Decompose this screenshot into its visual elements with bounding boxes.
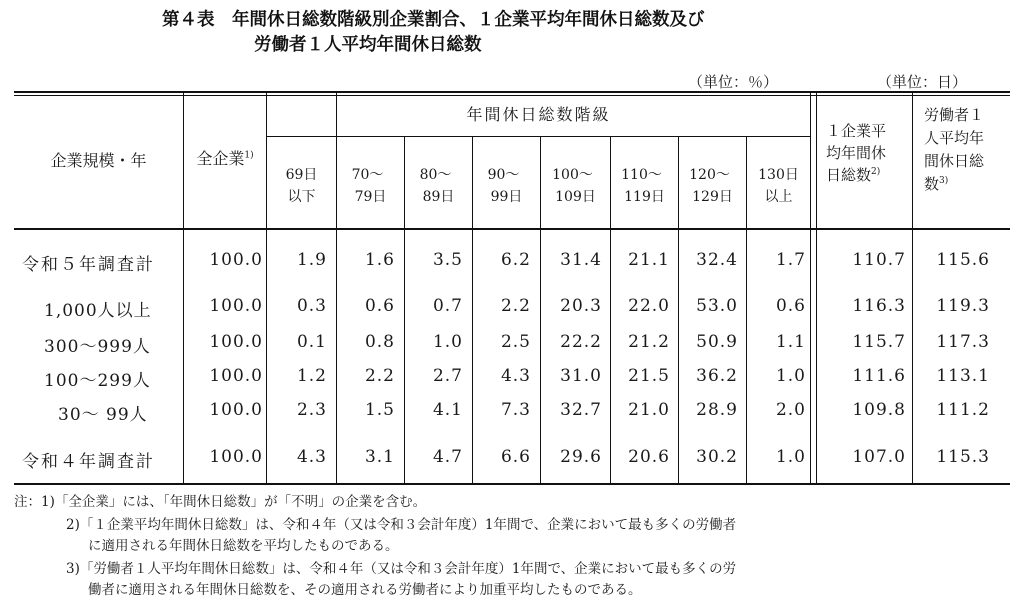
- table-cell: 110.7: [852, 250, 906, 270]
- table-cell: 1.6: [364, 250, 395, 270]
- table-cell: 0.8: [364, 332, 395, 352]
- table-cell: 119.3: [936, 296, 990, 316]
- table-cell: 2.5: [500, 332, 531, 352]
- row-label: 令和４年調査計: [22, 452, 155, 472]
- table-cell: 2.2: [500, 296, 531, 316]
- header-avg-company-line: 均年間休: [826, 144, 887, 162]
- table-cell: 20.6: [628, 447, 670, 467]
- header-class-4: [473, 164, 540, 208]
- header-class-6: [611, 164, 678, 208]
- table-cell: 21.5: [628, 366, 670, 386]
- header-avg-worker-line: 間休日総: [924, 152, 985, 170]
- footnote-ref-3: 3): [939, 176, 949, 186]
- header-all-companies: 全企業$^{1)}$: [196, 149, 254, 168]
- title-line-2: 労働者１人平均年間休日総数: [254, 35, 482, 55]
- table-cell: 2.7: [432, 366, 463, 386]
- table-cell: 32.4: [696, 250, 738, 270]
- footnote-line: 注：1)「全企業」には、「年間休日総数」が「不明」の企業を含む。: [14, 494, 427, 510]
- header-class-5: [541, 164, 610, 208]
- header-class-line: 119日: [624, 189, 665, 205]
- header-avg-per-worker: [924, 104, 984, 196]
- table-title: [162, 8, 705, 58]
- column-divider: [336, 91, 337, 483]
- table-cell: 6.6: [500, 447, 531, 467]
- table-cell: 117.3: [936, 332, 990, 352]
- row-label: 30～ 99人: [58, 405, 148, 425]
- table-cell: 28.9: [696, 400, 738, 420]
- table-cell: 2.0: [775, 400, 806, 420]
- table-top-border: [14, 91, 1010, 93]
- table-cell: 113.1: [936, 366, 990, 386]
- table-cell: 7.3: [500, 400, 531, 420]
- header-avg-company-line: １企業平: [826, 122, 887, 140]
- row-label: 100～299人: [44, 371, 151, 391]
- header-class-line: 69日: [285, 167, 318, 183]
- footnote-line: に適用される年間休日総数を平均したものである。: [88, 538, 399, 554]
- header-class-line: 100～: [552, 167, 593, 183]
- column-divider: [266, 91, 267, 483]
- table-cell: 100.0: [209, 447, 263, 467]
- table-cell: 32.7: [560, 400, 602, 420]
- table-cell: 4.3: [500, 366, 531, 386]
- table-cell: 100.0: [209, 296, 263, 316]
- unit-percent: （単位：％）: [688, 73, 779, 91]
- row-label: 300～999人: [44, 337, 151, 357]
- table-cell: 22.2: [560, 332, 602, 352]
- table-cell: 100.0: [209, 400, 263, 420]
- table-cell: 29.6: [560, 447, 602, 467]
- table-cell: 100.0: [209, 250, 263, 270]
- footnote-ref-1: 1): [244, 150, 254, 161]
- table-cell: 111.6: [852, 366, 906, 386]
- column-divider: [912, 91, 913, 483]
- table-cell: 1.0: [775, 366, 806, 386]
- table-cell: 115.3: [936, 447, 990, 467]
- footnote-ref-2: 2): [871, 167, 881, 177]
- header-class-line: 99日: [490, 189, 523, 205]
- table-cell: 21.0: [628, 400, 670, 420]
- footnote-line: 3)「労働者１人平均年間休日総数」は、令和４年（又は令和３会計年度）1年間で、企業において最も多くの労: [66, 561, 737, 577]
- header-class-2: [337, 164, 404, 208]
- table-cell: 21.2: [628, 332, 670, 352]
- table-cell: 1.9: [296, 250, 327, 270]
- header-class-line: 80～: [419, 167, 452, 183]
- header-bottom-border: [14, 228, 1010, 230]
- table-cell: 3.1: [364, 447, 395, 467]
- table-cell: 0.3: [296, 296, 327, 316]
- table-cell: 4.7: [432, 447, 463, 467]
- footnote-line: 2)「１企業平均年間休日総数」は、令和４年（又は令和３会計年度）1年間で、企業において最も多くの労働者: [66, 517, 737, 533]
- header-class-line: 109日: [555, 189, 596, 205]
- column-divider: [810, 91, 811, 483]
- header-avg-per-company: [826, 120, 886, 186]
- header-scale-year: 企業規模・年: [50, 151, 147, 170]
- table-top-border-inner: [14, 95, 1010, 96]
- table-cell: 0.1: [296, 332, 327, 352]
- header-class-line: 130日: [758, 167, 799, 183]
- row-label: 令和５年調査計: [22, 255, 155, 275]
- unit-day: （単位：日）: [877, 73, 968, 91]
- table-cell: 36.2: [696, 366, 738, 386]
- table-cell: 2.2: [364, 366, 395, 386]
- table-cell: 0.7: [432, 296, 463, 316]
- table-cell: 111.2: [936, 400, 990, 420]
- table-cell: 115.7: [852, 332, 906, 352]
- table-cell: 4.3: [296, 447, 327, 467]
- table-cell: 50.9: [696, 332, 738, 352]
- header-class-group: 年間休日総数階級: [466, 105, 611, 124]
- header-class-line: 79日: [354, 189, 387, 205]
- table-cell: 1.5: [364, 400, 395, 420]
- header-avg-worker-line: 数$^{3)}$: [924, 175, 949, 193]
- table-cell: 0.6: [775, 296, 806, 316]
- header-class-line: 90～: [487, 167, 520, 183]
- table-cell: 1.2: [296, 366, 327, 386]
- header-class-line: 70～: [351, 167, 384, 183]
- table-cell: 31.4: [560, 250, 602, 270]
- table-cell: 1.0: [432, 332, 463, 352]
- table-cell: 0.6: [364, 296, 395, 316]
- header-class-1: [267, 164, 336, 208]
- table-cell: 22.0: [628, 296, 670, 316]
- header-avg-worker-line: 人平均年: [924, 129, 985, 147]
- table-cell: 4.1: [432, 400, 463, 420]
- header-class-line: 110～: [621, 167, 662, 183]
- table-cell: 20.3: [560, 296, 602, 316]
- table-cell: 31.0: [560, 366, 602, 386]
- class-group-divider: [267, 136, 810, 137]
- column-divider-double: [816, 91, 817, 483]
- table-cell: 109.8: [852, 400, 906, 420]
- title-line-1: 第４表 年間休日総数階級別企業割合、１企業平均年間休日総数及び: [162, 10, 705, 30]
- table-cell: 21.1: [628, 250, 670, 270]
- table-cell: 6.2: [500, 250, 531, 270]
- header-class-line: 120～: [689, 167, 730, 183]
- table-cell: 2.3: [296, 400, 327, 420]
- table-cell: 30.2: [696, 447, 738, 467]
- table-cell: 107.0: [852, 447, 906, 467]
- header-class-line: 129日: [692, 189, 733, 205]
- table-bottom-border: [14, 483, 1010, 485]
- header-class-line: 89日: [422, 189, 455, 205]
- table-cell: 1.1: [775, 332, 806, 352]
- header-class-line: 以上: [764, 189, 793, 205]
- table-cell: 3.5: [432, 250, 463, 270]
- table-cell: 115.6: [936, 250, 990, 270]
- header-avg-company-line: 日総数$^{2)}$: [826, 166, 881, 184]
- table-cell: 53.0: [696, 296, 738, 316]
- table-cell: 100.0: [209, 332, 263, 352]
- table-cell: 116.3: [852, 296, 906, 316]
- table-cell: 1.0: [775, 447, 806, 467]
- header-avg-worker-line: 労働者１: [924, 106, 985, 124]
- header-class-line: 以下: [287, 189, 316, 205]
- footnote-line: 働者に適用される年間休日総数を、その適用される労働者により加重平均したものである。: [88, 582, 642, 598]
- table-cell: 1.7: [775, 250, 806, 270]
- table-cell: 100.0: [209, 366, 263, 386]
- row-label: 1,000人以上: [44, 301, 152, 321]
- header-class-3: [405, 164, 472, 208]
- header-class-7: [679, 164, 746, 208]
- header-class-8: [747, 164, 810, 208]
